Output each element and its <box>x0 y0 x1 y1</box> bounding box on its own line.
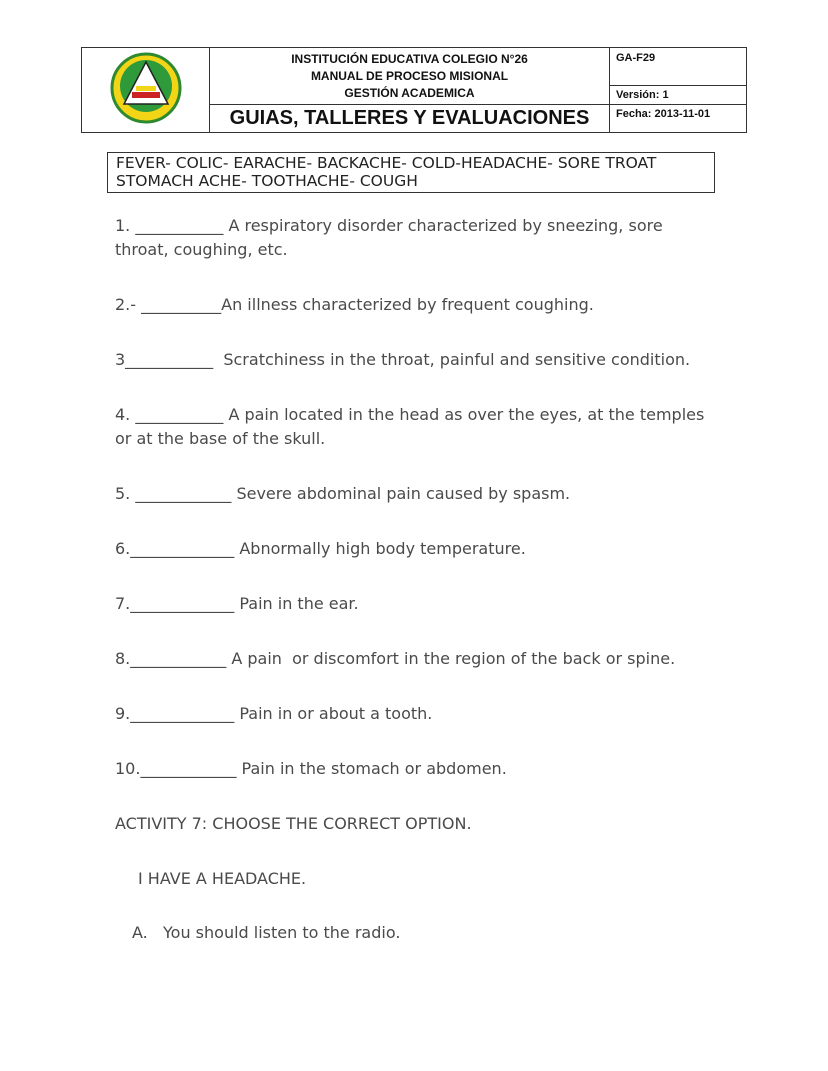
document-title: GUIAS, TALLERES Y EVALUACIONES <box>210 105 610 132</box>
school-logo <box>82 48 210 132</box>
item-8: 8.____________ A pain or discomfort in the region of the back or spine. <box>115 649 676 668</box>
institution-block <box>210 48 610 105</box>
item-7: 7._____________ Pain in the ear. <box>115 594 359 613</box>
item-6: 6._____________ Abnormally high body temperature. <box>115 539 526 558</box>
item-9: 9._____________ Pain in or about a tooth. <box>115 704 433 723</box>
item-1: 1. ___________ A respiratory disorder characterized by sneezing, sore <box>115 216 663 235</box>
document-code: GA-F29 <box>610 48 746 86</box>
option-a: A. You should listen to the radio. <box>132 923 401 942</box>
word-bank-line: STOMACH ACHE- TOOTHACHE- COUGH <box>116 172 418 190</box>
activity-prompt: I HAVE A HEADACHE. <box>138 869 307 888</box>
item-2: 2.- __________An illness characterized by frequent coughing. <box>115 295 594 314</box>
document-date: Fecha: 2013-11-01 <box>616 108 711 120</box>
area-name: GESTIÓN ACADEMICA <box>344 86 475 100</box>
item-5: 5. ____________ Severe abdominal pain caused by spasm. <box>115 484 571 503</box>
manual-name: MANUAL DE PROCESO MISIONAL <box>310 69 509 83</box>
word-bank <box>107 152 715 193</box>
activity-heading: ACTIVITY 7: CHOOSE THE CORRECT OPTION. <box>115 814 472 833</box>
word-bank-line: FEVER- COLIC- EARACHE- BACKACHE- COLD-HEADACHE- SORE TROAT <box>116 154 657 172</box>
document-header <box>81 47 747 133</box>
institution-name: INSTITUCIÓN EDUCATIVA COLEGIO N°26 <box>291 52 528 66</box>
item-10: 10.____________ Pain in the stomach or abdomen. <box>115 759 507 778</box>
item-3: 3___________ Scratchiness in the throat, painful and sensitive condition. <box>115 350 691 369</box>
document-version: Versión: 1 <box>610 86 746 105</box>
item-4-cont: or at the base of the skull. <box>115 429 326 448</box>
item-1-cont: throat, coughing, etc. <box>115 240 288 259</box>
item-4: 4. ___________ A pain located in the head as over the eyes, at the temples <box>115 405 705 424</box>
